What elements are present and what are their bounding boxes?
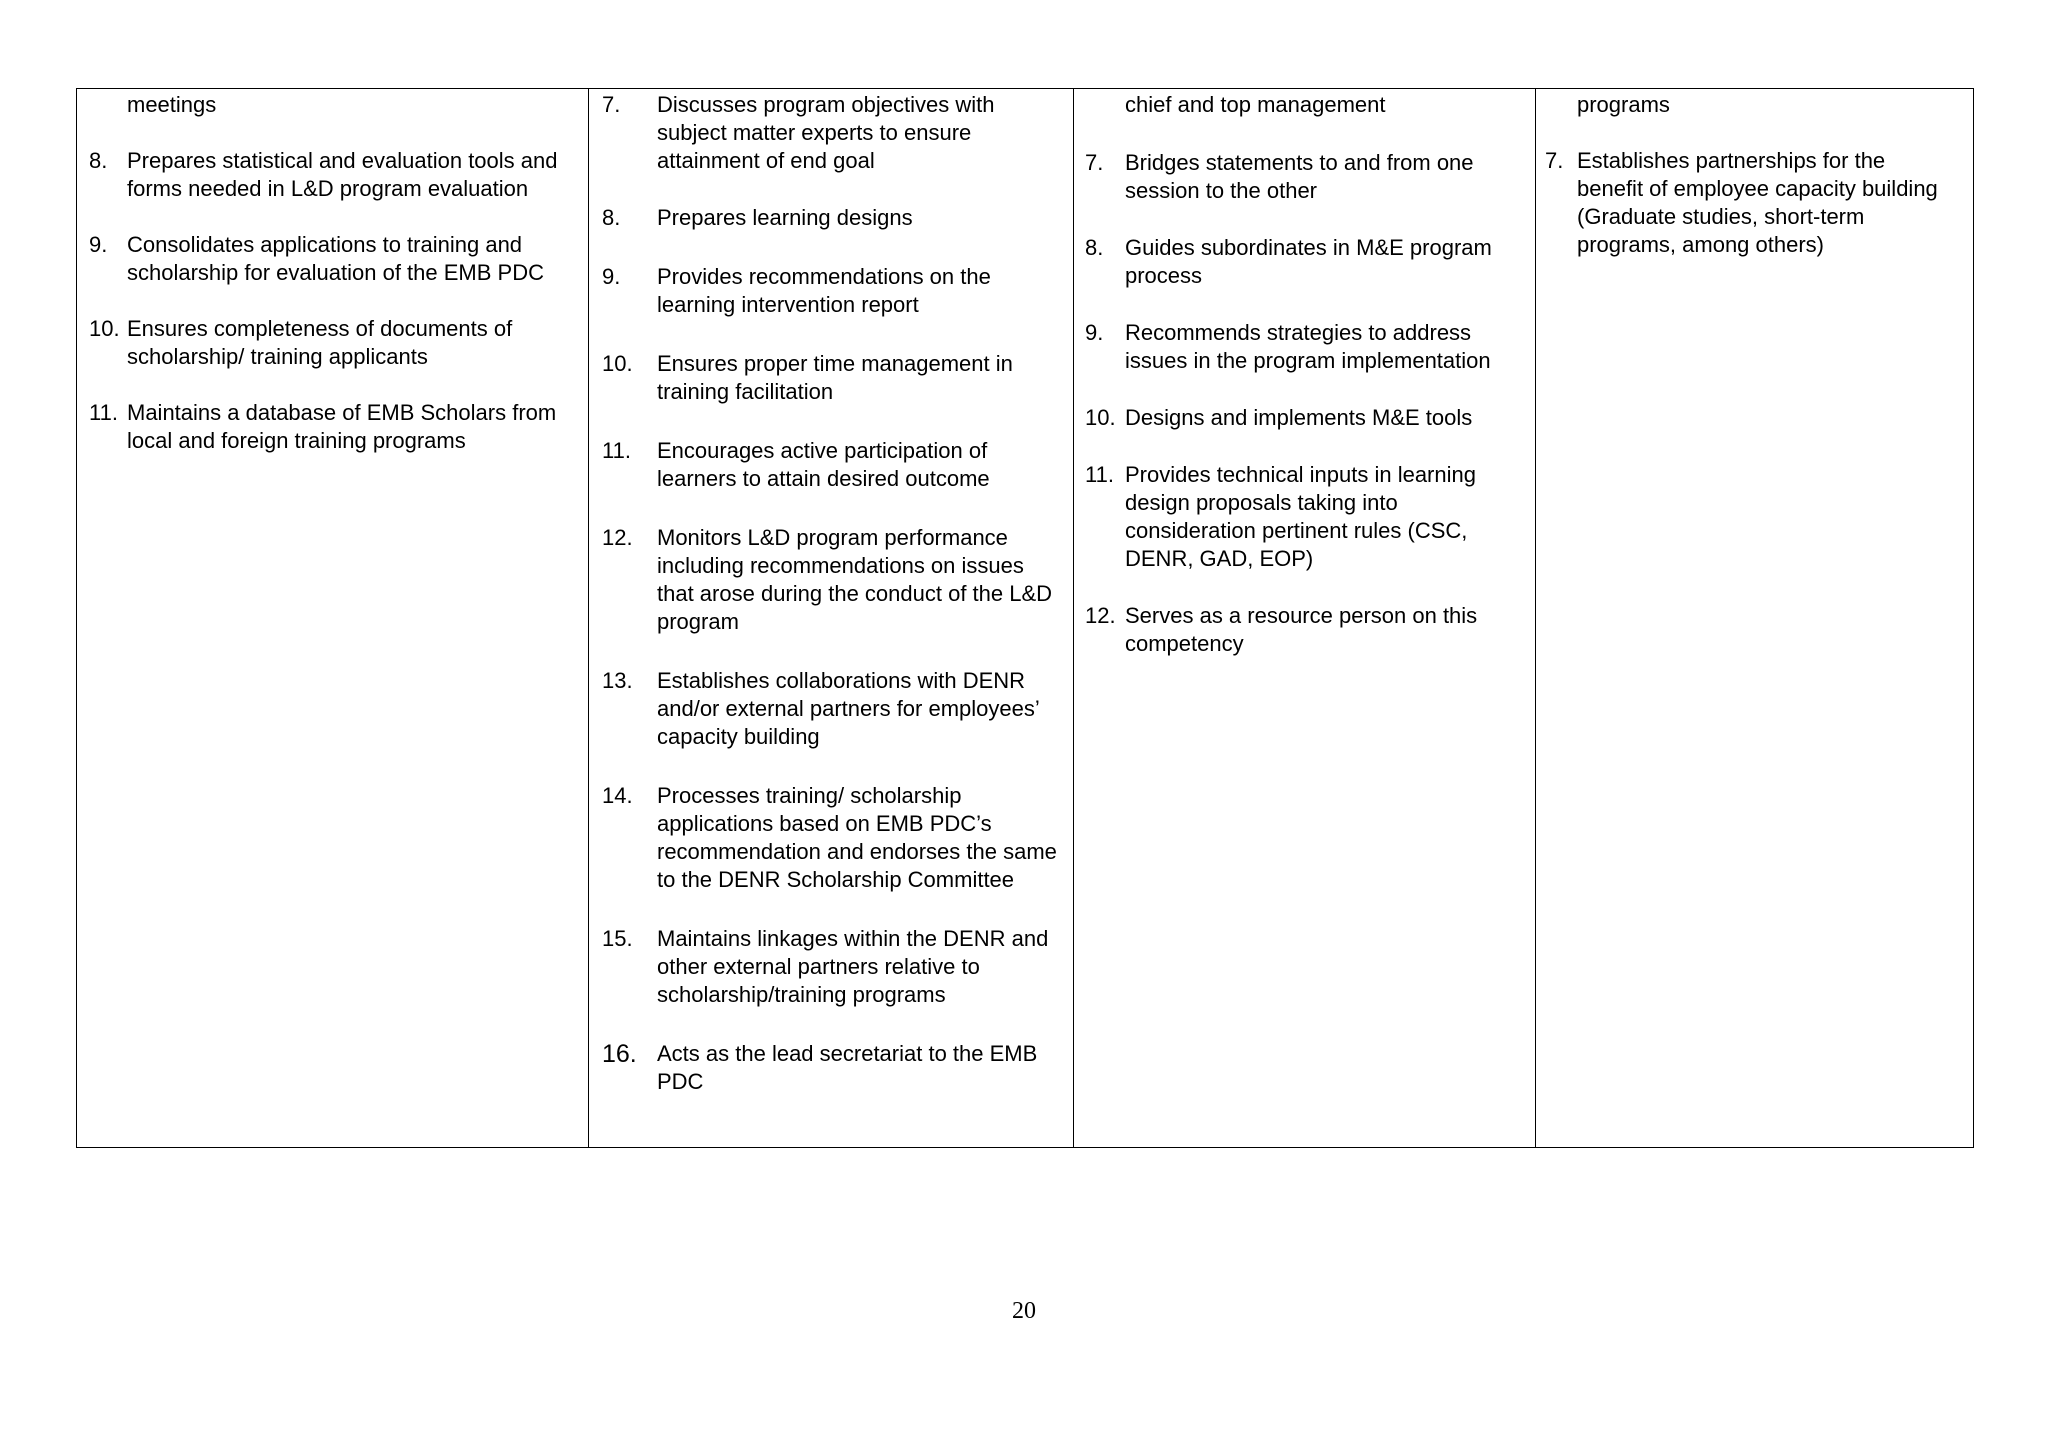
column-divider bbox=[1535, 89, 1536, 1147]
item-text: Establishes partnerships for the benefit of employee capacity building (Graduate studies, short-term programs, among others) bbox=[1577, 148, 1938, 257]
item-text: Bridges statements to and from one session to the other bbox=[1125, 150, 1474, 203]
list-item bbox=[602, 263, 1057, 319]
list-item bbox=[1085, 404, 1527, 432]
list-item bbox=[1085, 234, 1527, 290]
list-item bbox=[89, 147, 579, 203]
item-text: Guides subordinates in M&E program process bbox=[1125, 235, 1492, 288]
list-item bbox=[602, 667, 1057, 751]
item-text: Ensures completeness of documents of scholarship/ training applicants bbox=[127, 316, 513, 369]
list-item bbox=[1085, 602, 1527, 658]
item-number: 11. bbox=[602, 438, 631, 463]
item-text: Prepares learning designs bbox=[657, 205, 913, 230]
column-divider bbox=[1073, 89, 1074, 1147]
item-number: 10. bbox=[602, 351, 633, 376]
item-number: 12. bbox=[1085, 603, 1116, 628]
item-number: 10. bbox=[89, 316, 120, 341]
item-text: Provides recommendations on the learning intervention report bbox=[657, 264, 991, 317]
item-text: Consolidates applications to training and scholarship for evaluation of the EMB PDC bbox=[127, 232, 544, 285]
column-3 bbox=[1085, 91, 1527, 686]
list-item bbox=[89, 399, 579, 455]
list-item bbox=[1085, 149, 1527, 205]
list-item bbox=[602, 437, 1057, 493]
item-text: Discusses program objectives with subject matter experts to ensure attainment of end goal bbox=[657, 92, 995, 173]
item-text: Monitors L&D program performance including recommendations on issues that arose during the conduct of the L&D program bbox=[657, 525, 1053, 634]
item-number: 9. bbox=[602, 264, 621, 289]
list-item bbox=[1085, 461, 1527, 573]
item-number: 9. bbox=[1085, 320, 1104, 345]
item-number: 8. bbox=[602, 205, 621, 230]
list-item bbox=[1085, 319, 1527, 375]
item-text: Provides technical inputs in learning design proposals taking into consideration pertinent rules (CSC, DENR, GAD, EOP) bbox=[1125, 462, 1476, 571]
item-number: 8. bbox=[89, 148, 108, 173]
item-text: Designs and implements M&E tools bbox=[1125, 405, 1473, 430]
list-item bbox=[89, 315, 579, 371]
list-item bbox=[602, 350, 1057, 406]
item-text: Establishes collaborations with DENR and/or external partners for employees’ capacity building bbox=[657, 668, 1039, 749]
list-item bbox=[602, 1040, 1057, 1096]
item-text: Processes training/ scholarship applications based on EMB PDC’s recommendation and endorses the same to the DENR Scholarship Committee bbox=[657, 783, 1057, 892]
item-number: 14. bbox=[602, 783, 633, 808]
column-divider bbox=[588, 89, 589, 1147]
column-2 bbox=[602, 91, 1057, 1124]
item-number: 15. bbox=[602, 926, 633, 951]
list-item bbox=[602, 204, 1057, 232]
item-text: Ensures proper time management in training facilitation bbox=[657, 351, 1013, 404]
item-number: 9. bbox=[89, 232, 108, 257]
list-item bbox=[602, 91, 1057, 175]
item-text: Maintains linkages within the DENR and other external partners relative to scholarship/training programs bbox=[657, 926, 1049, 1007]
list-item bbox=[602, 524, 1057, 636]
list-item bbox=[602, 925, 1057, 1009]
item-number: 8. bbox=[1085, 235, 1104, 260]
list-item bbox=[602, 782, 1057, 894]
item-text: Encourages active participation of learners to attain desired outcome bbox=[657, 438, 990, 491]
item-text: Prepares statistical and evaluation tools and forms needed in L&D program evaluation bbox=[127, 148, 558, 201]
item-number: 13. bbox=[602, 668, 633, 693]
item-text: Maintains a database of EMB Scholars from local and foreign training programs bbox=[127, 400, 557, 453]
column-1 bbox=[89, 91, 579, 483]
item-number: 11. bbox=[1085, 462, 1114, 487]
competency-table bbox=[76, 88, 1974, 1148]
item-number: 16. bbox=[602, 1040, 637, 1068]
continuation-text: programs bbox=[1577, 92, 1670, 117]
item-number: 7. bbox=[1085, 150, 1104, 175]
item-number: 7. bbox=[602, 92, 621, 117]
item-number: 11. bbox=[89, 400, 118, 425]
item-number: 7. bbox=[1545, 148, 1564, 173]
item-number: 10. bbox=[1085, 405, 1116, 430]
page-number: 20 bbox=[1012, 1298, 1036, 1324]
column-4 bbox=[1545, 91, 1945, 287]
list-item bbox=[1545, 147, 1945, 259]
item-text: Acts as the lead secretariat to the EMB PDC bbox=[657, 1041, 1038, 1094]
list-item bbox=[89, 231, 579, 287]
item-text: Serves as a resource person on this competency bbox=[1125, 603, 1478, 656]
continuation-text: chief and top management bbox=[1125, 92, 1386, 117]
continuation-text: meetings bbox=[127, 92, 217, 117]
item-text: Recommends strategies to address issues in the program implementation bbox=[1125, 320, 1491, 373]
item-number: 12. bbox=[602, 525, 633, 550]
